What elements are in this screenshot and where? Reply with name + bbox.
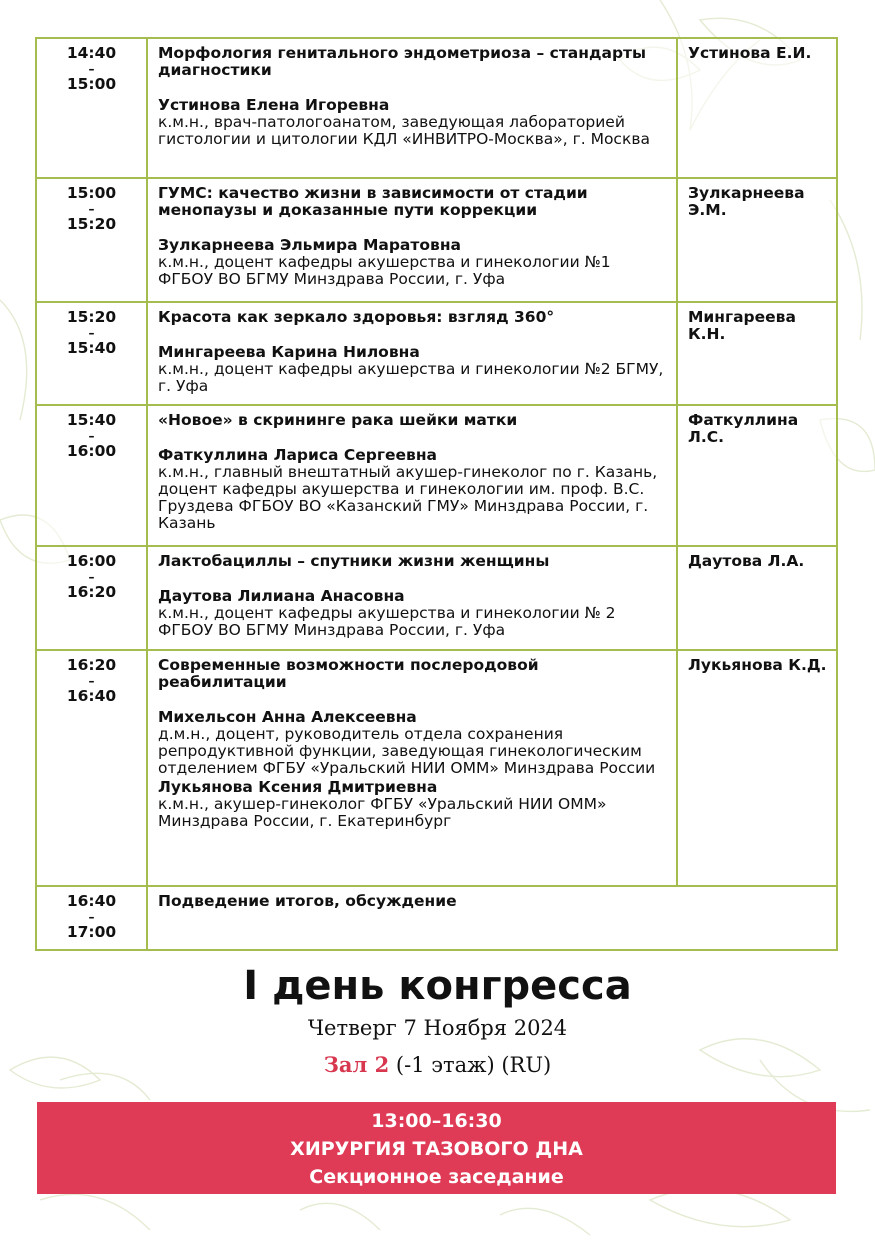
time-dash: – [88,429,95,443]
session-time: 13:00–16:30 [371,1110,502,1132]
session-title: ХИРУРГИЯ ТАЗОВОГО ДНА [290,1138,583,1160]
session-banner [37,1102,836,1194]
time-cell [36,546,147,650]
time-dash: – [88,674,95,688]
start-time: 16:00 [66,552,117,570]
speaker-credentials: к.м.н., врач-патологоанатом, заведующая лабораторией гистологии и цитологии КДЛ «ИНВИТРО-Москва», г. Москва [158,113,650,148]
moderator-cell: Лукьянова К.Д. [677,650,837,886]
talk-title: Лактобациллы – спутники жизни женщины [158,552,550,570]
speaker-credentials: к.м.н., главный внештатный акушер-гинеколог по г. Казань, доцент кафедры акушерства и гинекологии им. проф. В.С. Груздева ФГБОУ ВО «Казанский ГМУ» Минздрава России, г. Казань [158,463,658,532]
talk-title: Красота как зеркало здоровья: взгляд 360° [158,308,555,326]
speaker-name: Михельсон Анна Алексеевна [158,708,417,726]
time-cell [36,178,147,302]
end-time: 16:40 [66,687,117,705]
hall-floor: (-1 этаж) (RU) [389,1053,552,1077]
topic-cell [147,546,677,650]
time-dash: – [88,570,95,584]
talk-title: «Новое» в скрининге рака шейки матки [158,411,518,429]
table-row [36,886,837,950]
moderator-cell: Зулкарнеева Э.М. [677,178,837,302]
topic-cell [147,886,837,950]
moderator-cell: Даутова Л.А. [677,546,837,650]
table-row [36,38,837,178]
speaker-credentials: к.м.н., доцент кафедры акушерства и гинекологии №1 ФГБОУ ВО БГМУ Минздрава России, г. Уфа [158,253,611,288]
schedule-table [35,37,838,951]
moderator-cell: Фаткуллина Л.С. [677,405,837,546]
topic-cell [147,302,677,405]
end-time: 15:20 [66,215,117,233]
time-cell [36,38,147,178]
speaker-name: Даутова Лилиана Анасовна [158,587,405,605]
speaker-credentials: к.м.н., доцент кафедры акушерства и гинекологии №2 БГМУ, г. Уфа [158,360,664,395]
start-time: 15:40 [66,411,117,429]
end-time: 15:40 [66,339,117,357]
topic-cell [147,38,677,178]
topic-cell [147,405,677,546]
speaker-name: Устинова Елена Игоревна [158,96,390,114]
time-cell [36,302,147,405]
speaker-name: Мингареева Карина Ниловна [158,343,420,361]
end-time: 15:00 [66,75,117,93]
start-time: 15:00 [66,184,117,202]
time-dash: – [88,62,95,76]
day-title: I день конгресса [243,963,632,1009]
time-cell [36,405,147,546]
time-dash: – [88,202,95,216]
time-dash: – [88,910,95,924]
table-row [36,302,837,405]
speaker-name: Лукьянова Ксения Дмитриевна [158,778,438,796]
topic-cell [147,178,677,302]
table-row [36,546,837,650]
moderator-cell: Устинова Е.И. [677,38,837,178]
talk-title: Морфология генитального эндометриоза – стандарты диагностики [158,44,647,79]
session-type: Секционное заседание [309,1166,564,1188]
speaker-name: Фаткуллина Лариса Сергеевна [158,446,437,464]
speaker-credentials: к.м.н., доцент кафедры акушерства и гинекологии № 2 ФГБОУ ВО БГМУ Минздрава России, г. Уфа [158,604,616,639]
start-time: 14:40 [66,44,117,62]
moderator-cell: Мингареева К.Н. [677,302,837,405]
end-time: 17:00 [66,923,117,941]
hall-line [0,1051,875,1079]
talk-title: Подведение итогов, обсуждение [158,892,457,910]
speaker-credentials: к.м.н., акушер-гинеколог ФГБУ «Уральский НИИ ОММ» Минздрава России, г. Екатеринбург [158,795,607,830]
start-time: 15:20 [66,308,117,326]
talk-title: ГУМС: качество жизни в зависимости от стадии менопаузы и доказанные пути коррекции [158,184,588,219]
start-time: 16:40 [66,892,117,910]
day-date: Четверг 7 Ноября 2024 [307,1016,568,1040]
table-row [36,405,837,546]
end-time: 16:20 [66,583,117,601]
speaker-name: Зулкарнеева Эльмира Маратовна [158,236,461,254]
time-dash: – [88,326,95,340]
time-cell [36,886,147,950]
table-row [36,650,837,886]
time-cell [36,650,147,886]
hall-name: Зал 2 [323,1052,390,1077]
speaker-credentials: д.м.н., доцент, руководитель отдела сохранения репродуктивной функции, заведующая гинекологическим отделением ФГБУ «Уральский НИИ ОММ» Минздрава России [158,725,656,777]
talk-title: Современные возможности послеродовой реабилитации [158,656,539,691]
topic-cell [147,650,677,886]
end-time: 16:00 [66,442,117,460]
start-time: 16:20 [66,656,117,674]
table-row [36,178,837,302]
